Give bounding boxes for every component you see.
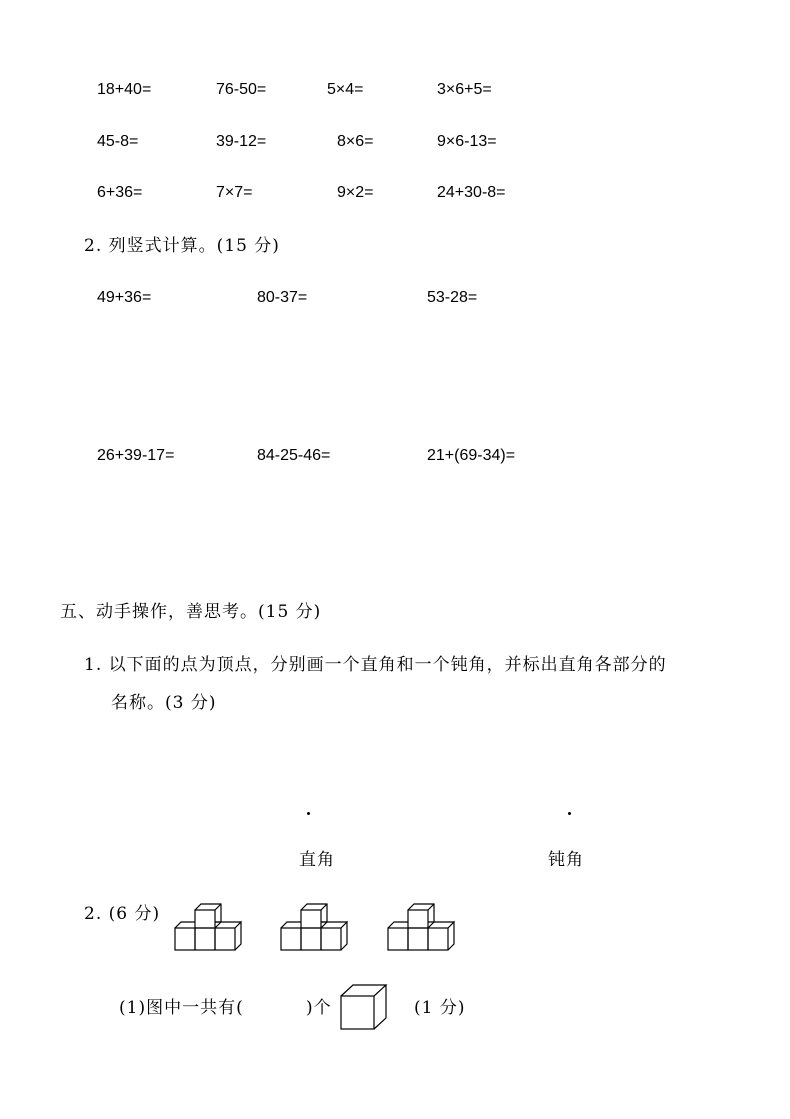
calc-item: 26+39-17= xyxy=(97,447,175,464)
vertex-dot-right-angle xyxy=(307,812,310,815)
calc-item: 39-12= xyxy=(216,133,267,150)
label-obtuse-angle: 钝角 xyxy=(548,850,584,870)
calc-item: 5×4= xyxy=(327,81,364,98)
calc-item: 18+40= xyxy=(97,81,152,98)
calc-item: 49+36= xyxy=(97,289,152,306)
question-title: 2. (6 分) xyxy=(84,904,161,924)
single-cube-icon xyxy=(340,984,390,1030)
calc-item: 7×7= xyxy=(216,184,253,201)
calc-item: 45-8= xyxy=(97,133,139,150)
question-text: 名称。(3 分) xyxy=(111,693,217,713)
calc-item: 3×6+5= xyxy=(437,81,492,98)
calc-item: 9×2= xyxy=(337,184,374,201)
calc-item: 84-25-46= xyxy=(257,447,331,464)
calc-item: 24+30-8= xyxy=(437,184,506,201)
vertex-dot-obtuse-angle xyxy=(568,812,571,815)
calc-item: 6+36= xyxy=(97,184,143,201)
calc-item: 76-50= xyxy=(216,81,267,98)
calc-item: 53-28= xyxy=(427,289,478,306)
label-right-angle: 直角 xyxy=(299,850,335,870)
subquestion-points: (1 分) xyxy=(414,998,466,1018)
calc-item: 21+(69-34)= xyxy=(427,447,516,464)
cube-stack-figure-3 xyxy=(388,904,458,952)
section-title: 五、动手操作，善思考。(15 分) xyxy=(60,602,322,622)
subquestion-text-after-blank: )个 xyxy=(306,998,332,1018)
calc-item: 80-37= xyxy=(257,289,308,306)
question-title: 2. 列竖式计算。(15 分) xyxy=(84,236,280,256)
calc-item: 8×6= xyxy=(337,133,374,150)
calc-item: 9×6-13= xyxy=(437,133,497,150)
question-text: 1. 以下面的点为顶点，分别画一个直角和一个钝角，并标出直角各部分的 xyxy=(84,655,667,675)
cube-stack-figure-1 xyxy=(175,904,245,952)
subquestion-text-before-blank: (1)图中一共有( xyxy=(119,998,244,1018)
cube-stack-figure-2 xyxy=(281,904,351,952)
